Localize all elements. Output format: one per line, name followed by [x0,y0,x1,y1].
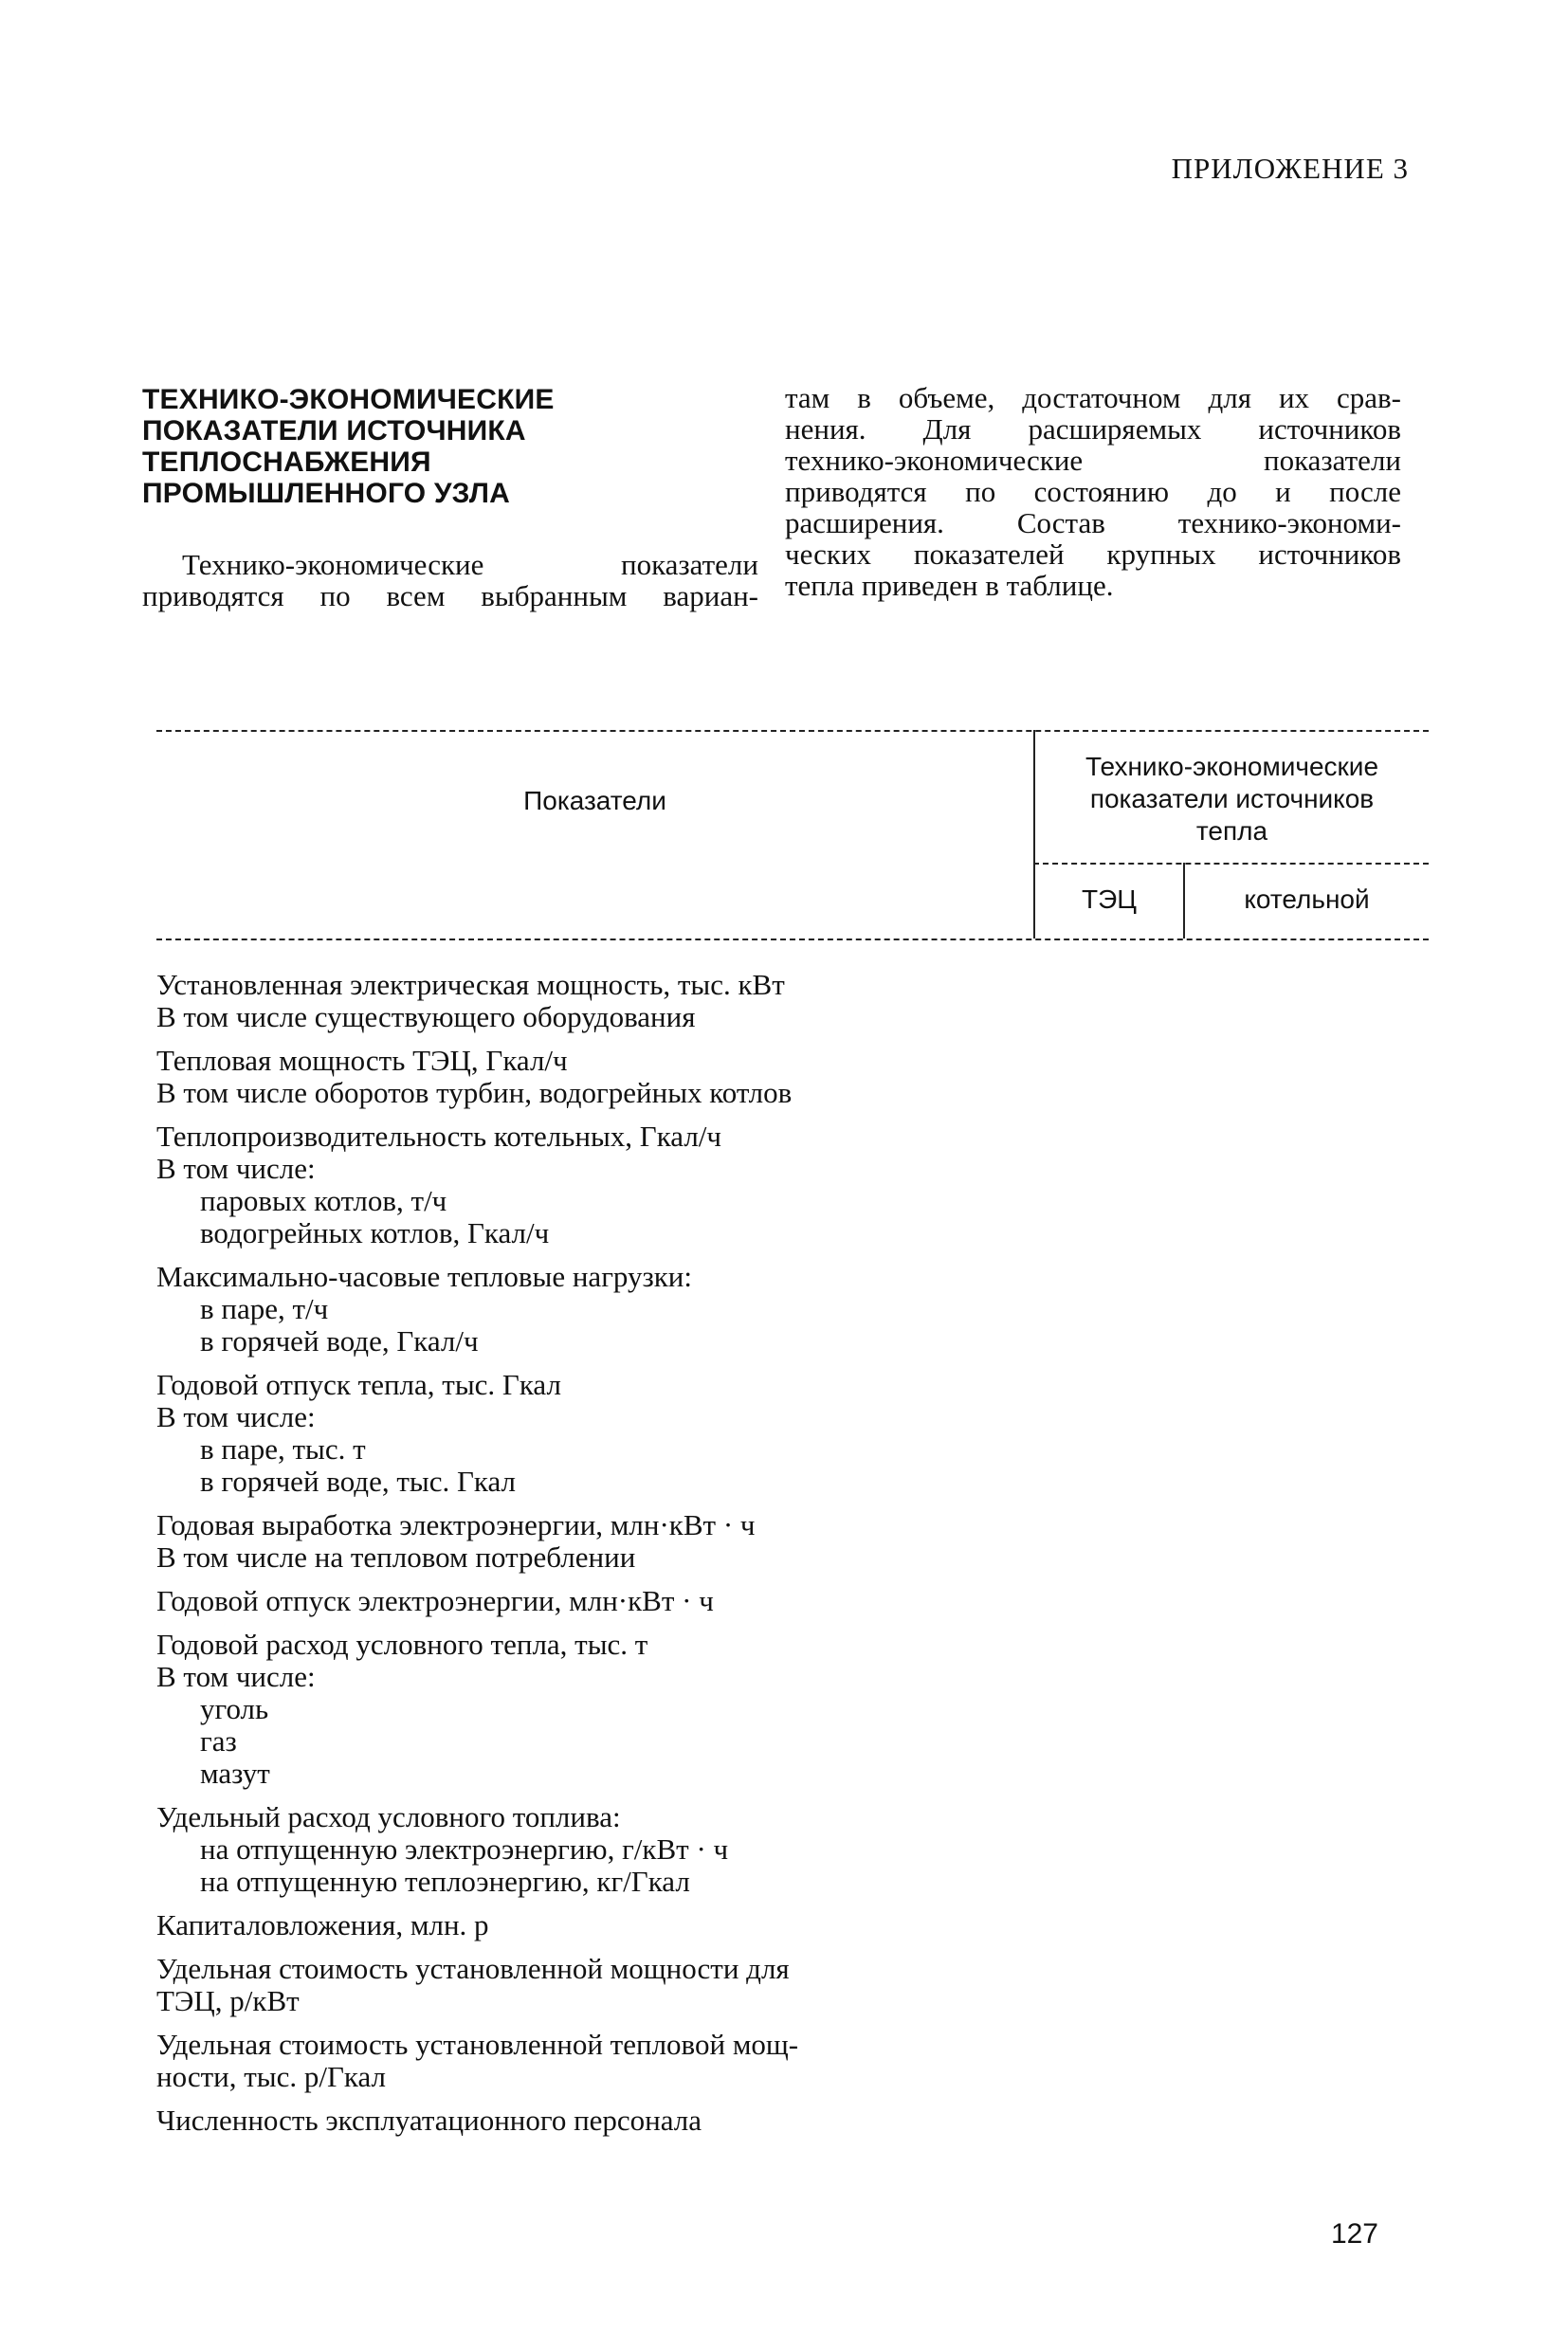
indicator-group [156,1629,1199,1790]
table-row: газ [200,1724,237,1758]
table-row: ТЭЦ, р/кВт [156,1984,300,2017]
left-column [142,384,758,611]
header-indicators: Показатели [523,786,666,815]
table-row: ности, тыс. р/Гкал [156,2060,387,2093]
section-title [142,384,758,509]
indicator-group [156,1909,1199,1941]
table-row: В том числе существующего оборудования [156,1000,696,1033]
table-row: водогрейных котлов, Гкал/ч [200,1216,550,1249]
indicator-group [156,1585,1199,1617]
indicator-group [156,1045,1199,1109]
header-mid-rule [1033,863,1429,865]
table-row: Численность эксплуатационного персонала [156,2104,702,2137]
table-row: в горячей воде, Гкал/ч [200,1324,479,1358]
header-line: Технико-экономические [1085,752,1379,781]
table-row: В том числе: [156,1660,316,1693]
intro-paragraph-left [142,549,758,611]
table-top-rule [156,730,1429,732]
table-row: Годовой отпуск электроэнергии, млн·кВт · ч [156,1584,714,1617]
appendix-label: ПРИЛОЖЕНИЕ 3 [1171,152,1409,185]
table-row: Удельная стоимость установленной тепловой мощ- [156,2028,799,2061]
table-row: Годовой расход условного тепла, тыс. т [156,1628,648,1661]
indicator-group [156,2105,1199,2137]
header-line: показатели источников [1089,784,1375,813]
indicator-group [156,1369,1199,1498]
table-row: Теплопроизводительность котельных, Гкал/ч [156,1120,721,1153]
para-line: тепла приведен в таблице. [785,569,1114,602]
table-row: Годовой отпуск тепла, тыс. Гкал [156,1368,561,1401]
para-line: приводятся по состоянию до и после [785,475,1401,508]
table-row: мазут [200,1757,270,1790]
title-line: ПРОМЫШЛЕННОГО УЗЛА [142,478,511,509]
table-row: Установленная электрическая мощность, тыс. кВт [156,968,785,1001]
table-row: в паре, т/ч [200,1292,329,1325]
indicator-group [156,969,1199,1033]
para-line: нения. Для расширяемых источников [785,412,1401,446]
header-tec: ТЭЦ [1082,884,1137,914]
indicator-group [156,1261,1199,1358]
header-line: тепла [1195,816,1268,846]
table-row: Удельная стоимость установленной мощности для [156,1952,790,1985]
table-row: Максимально-часовые тепловые нагрузки: [156,1260,693,1293]
table-header [156,730,1429,939]
para-line: расширения. Состав технико-экономи- [785,506,1401,539]
table-row: Удельный расход условного топлива: [156,1800,621,1833]
para-line: ческих показателей крупных источников [785,538,1401,571]
table-row: Капиталовложения, млн. р [156,1908,489,1941]
title-line: ТЕПЛОСНАБЖЕНИЯ [142,447,431,478]
table-row: В том числе на тепловом потреблении [156,1540,636,1574]
title-line: ТЕХНИКО-ЭКОНОМИЧЕСКИЕ [142,384,555,415]
table-row: Годовая выработка электроэнергии, млн·кВт · ч [156,1508,756,1541]
table-row: на отпущенную электроэнергию, г/кВт · ч [200,1832,729,1866]
header-source-group [1035,751,1429,847]
indicator-group [156,1953,1199,2017]
para-line: технико-экономические показатели [785,444,1401,477]
indicator-group [156,1509,1199,1574]
table-row: В том числе: [156,1152,316,1185]
indicator-list [156,969,1199,2148]
table-row: в паре, тыс. т [200,1432,366,1466]
title-line: ПОКАЗАТЕЛИ ИСТОЧНИКА [142,415,526,447]
table-row: Тепловая мощность ТЭЦ, Гкал/ч [156,1044,568,1077]
right-column [785,382,1401,601]
table-row: уголь [200,1692,269,1725]
table-header-bottom-rule [156,939,1429,940]
indicator-group [156,1801,1199,1898]
intro-paragraph-right [785,382,1401,601]
header-boiler: котельной [1244,884,1370,914]
indicator-group [156,2029,1199,2093]
indicator-group [156,1121,1199,1249]
table-row: на отпущенную теплоэнергию, кг/Гкал [200,1865,690,1898]
table-row: В том числе оборотов турбин, водогрейных котлов [156,1076,793,1109]
table-row: паровых котлов, т/ч [200,1184,447,1217]
page-number: 127 [1330,2218,1378,2250]
para-line: Технико-экономические показатели [182,548,758,581]
para-line: приводятся по всем выбранным вариан- [142,579,758,612]
table-row: В том числе: [156,1400,316,1433]
table-row: в горячей воде, тыс. Гкал [200,1465,516,1498]
para-line: там в объеме, достаточном для их срав- [785,381,1401,414]
